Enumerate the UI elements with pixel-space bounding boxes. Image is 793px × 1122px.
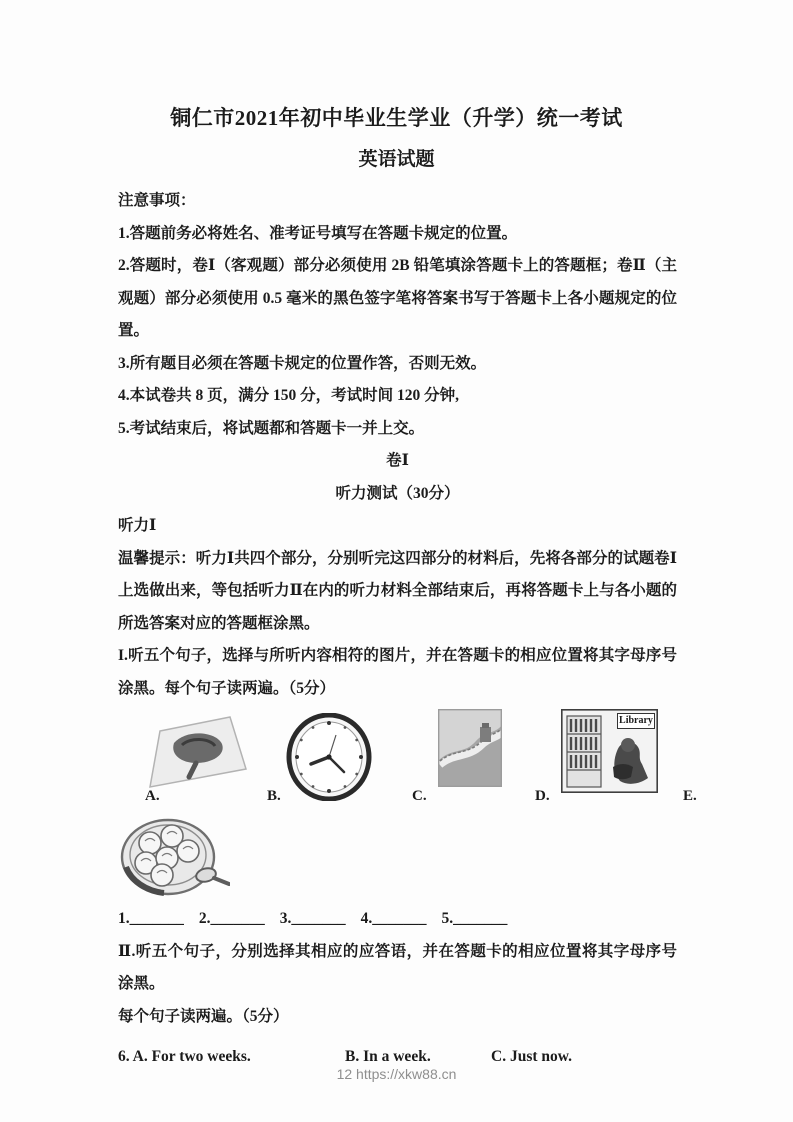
answer-blank-4: 4._______ [360,910,427,927]
notice-item-2: 2.答题时，卷Ⅰ（客观题）部分必须使用 2B 铅笔填涂答题卡上的答题框；卷Ⅱ（主观题）部分必须使用 0.5 毫米的黑色签字笔将答案书写于答题卡上各小题规定的位置。 [118,257,677,339]
picture-label-b: B. [267,788,281,804]
library-sign-text: Library [617,713,655,729]
notice-item-1: 1.答题前务必将姓名、准考证号填写在答题卡规定的位置。 [118,224,518,242]
notice-item-5: 5.考试结束后，将试题都和答题卡一并上交。 [118,419,425,437]
picture-e-food-basket-image [118,809,230,901]
picture-label-c: C. [412,788,427,804]
part2-instruction-cont: 每个句子读两遍。（5分） [118,1007,289,1025]
question-6-option-a: 6. A. For two weeks. [118,1048,251,1065]
question-6-option-b: B. In a week. [345,1048,431,1065]
picture-label-a: A. [145,788,160,804]
answer-blank-1: 1._______ [118,910,184,927]
answer-blank-2: 2._______ [198,910,265,927]
notice-item-3: 3.所有题目必须在答题卡规定的位置作答，否则无效。 [118,354,487,372]
listening-tips: 温馨提示：听力Ⅰ共四个部分，分别听完这四部分的材料后，先将各部分的试题卷Ⅰ上选做出来，等包括听力Ⅱ在内的听力材料全部结束后，再将答题卡上与各小题的所选答案对应的答题框涂黑。 [118,549,677,632]
picture-d-library-image [561,709,658,793]
part2-instruction: Ⅱ.听五个句子，分别选择其相应的应答语，并在答题卡的相应位置将其字母序号涂黑。 [118,942,677,992]
answer-blanks-row [118,903,677,936]
question-6-option-c: C. Just now. [491,1048,572,1065]
answer-blank-3: 3._______ [279,910,346,927]
picture-b-clock-image [286,713,372,801]
page-footer-watermark: 12 https://xkw88.cn [336,1066,457,1082]
picture-label-d: D. [535,788,550,804]
notice-heading: 注意事项： [118,192,196,209]
picture-label-e: E. [683,788,697,804]
picture-options-block [118,707,697,903]
notice-item-4: 4.本试卷共 8 页，满分 150 分，考试时间 120 分钟, [118,387,460,404]
part1-instruction: I.听五个句子，选择与所听内容相符的图片，并在答题卡的相应位置将其字母序号涂黑。每个句子读两遍。（5分） [118,647,677,697]
picture-a-dustpan-image [142,711,250,793]
answer-blank-5: 5._______ [441,910,508,927]
exam-subtitle: 英语试题 [358,149,435,170]
listening-section-heading: 听力测试（30分） [335,484,460,502]
exam-title: 铜仁市2021年初中毕业生学业（升学）统一考试 [170,106,623,130]
exam-body [118,185,697,1074]
picture-c-great-wall-image [438,709,502,787]
volume-heading: 卷Ⅰ [386,452,409,469]
listening-part-heading: 听力Ⅰ [118,517,157,534]
